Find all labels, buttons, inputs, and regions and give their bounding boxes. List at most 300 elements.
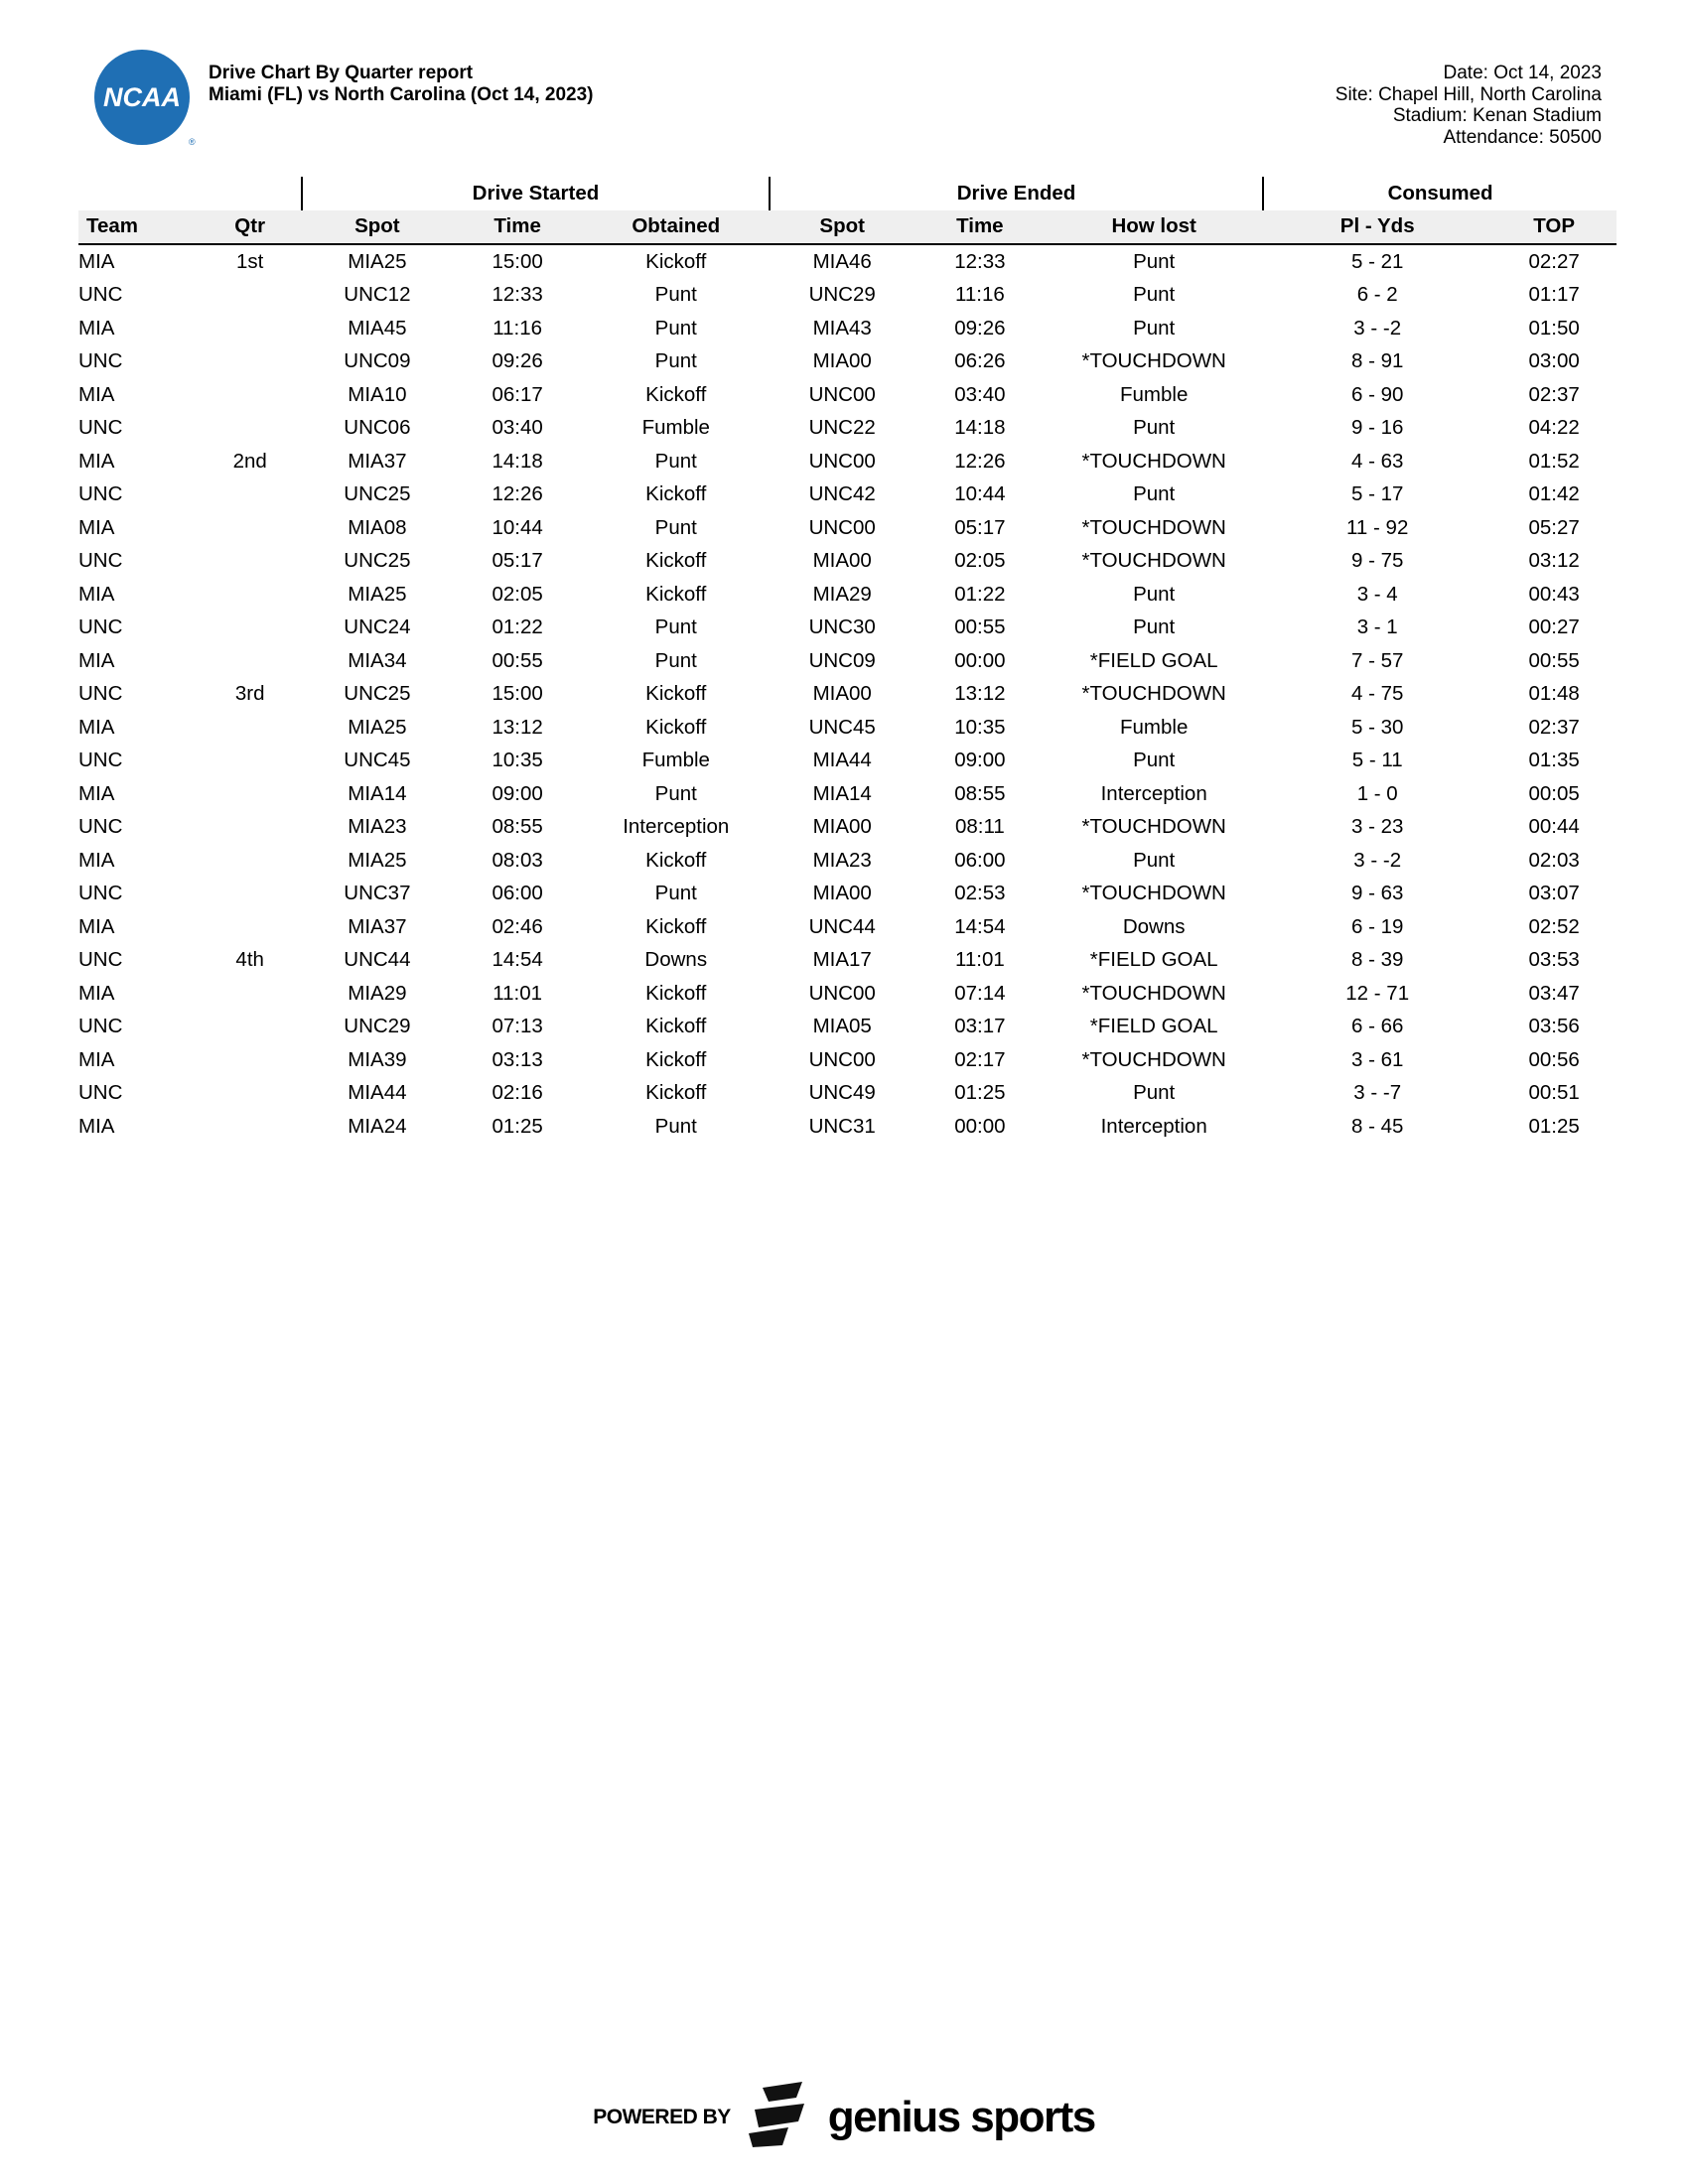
cell-team: UNC (78, 1015, 123, 1038)
cell-start-spot: MIA25 (348, 848, 407, 872)
cell-qtr (198, 345, 302, 379)
cell-how-lost: *TOUCHDOWN (1081, 981, 1226, 1005)
cell-start-time: 01:22 (492, 615, 543, 639)
cell-plays-yards: 6 - 19 (1350, 914, 1404, 938)
cell-end-spot: UNC00 (808, 981, 876, 1005)
table-row (78, 910, 1617, 944)
cell-obtained: Punt (654, 615, 697, 639)
cell-end-spot: UNC22 (808, 416, 876, 440)
cell-end-time: 03:17 (954, 1015, 1006, 1038)
cell-plays-yards: 6 - 66 (1350, 1015, 1404, 1038)
cell-start-spot: MIA25 (348, 582, 407, 606)
cell-end-spot: UNC00 (808, 1047, 876, 1071)
cell-plays-yards: 11 - 92 (1346, 515, 1409, 539)
report-title: Drive Chart By Quarter report (209, 63, 474, 83)
cell-end-spot: MIA00 (812, 882, 872, 905)
cell-qtr (198, 1043, 302, 1077)
cell-top: 04:22 (1528, 416, 1580, 440)
table-row (78, 844, 1617, 878)
table-row (78, 1077, 1617, 1111)
cell-end-time: 11:16 (954, 283, 1005, 307)
cell-obtained: Downs (644, 948, 708, 972)
cell-qtr (198, 777, 302, 811)
cell-how-lost: *TOUCHDOWN (1081, 515, 1226, 539)
cell-team: MIA (78, 1047, 115, 1071)
cell-obtained: Interception (623, 815, 730, 839)
cell-how-lost: Punt (1133, 316, 1176, 340)
footer (0, 2080, 1688, 2154)
cell-start-spot: MIA14 (348, 781, 407, 805)
cell-obtained: Kickoff (645, 1015, 707, 1038)
cell-how-lost: Punt (1133, 749, 1176, 772)
cell-how-lost: *FIELD GOAL (1089, 948, 1218, 972)
cell-end-time: 01:25 (954, 1081, 1006, 1105)
cell-start-spot: MIA25 (348, 715, 407, 739)
cell-obtained: Kickoff (645, 382, 707, 406)
cell-team: MIA (78, 648, 115, 672)
cell-how-lost: *TOUCHDOWN (1081, 682, 1226, 706)
cell-team: UNC (78, 749, 123, 772)
cell-top: 01:35 (1528, 749, 1580, 772)
cell-plays-yards: 9 - 63 (1350, 882, 1404, 905)
cell-qtr (198, 312, 302, 345)
cell-end-time: 09:00 (954, 749, 1006, 772)
cell-start-time: 10:35 (492, 749, 543, 772)
cell-end-spot: MIA44 (812, 749, 872, 772)
cell-qtr (198, 378, 302, 412)
cell-plays-yards: 3 - -7 (1353, 1081, 1402, 1105)
cell-end-time: 14:18 (954, 416, 1006, 440)
cell-plays-yards: 4 - 75 (1350, 682, 1404, 706)
cell-how-lost: Interception (1100, 781, 1207, 805)
cell-start-spot: MIA45 (348, 316, 407, 340)
cell-how-lost: Punt (1133, 582, 1176, 606)
table-row (78, 977, 1617, 1011)
cell-obtained: Punt (654, 648, 697, 672)
cell-how-lost: *TOUCHDOWN (1081, 449, 1226, 473)
cell-how-lost: Punt (1133, 249, 1176, 273)
cell-team: MIA (78, 981, 115, 1005)
cell-qtr: 3rd (234, 682, 265, 706)
cell-end-spot: UNC44 (808, 914, 876, 938)
cell-plays-yards: 8 - 45 (1350, 1114, 1404, 1138)
cell-plays-yards: 6 - 2 (1356, 283, 1398, 307)
cell-start-time: 14:54 (492, 948, 543, 972)
cell-qtr (198, 412, 302, 446)
table-row (78, 1011, 1617, 1044)
cell-end-time: 02:53 (954, 882, 1006, 905)
cell-plays-yards: 5 - 11 (1351, 749, 1403, 772)
table-row (78, 244, 1617, 279)
cell-how-lost: Punt (1133, 615, 1176, 639)
cell-end-spot: UNC45 (808, 715, 876, 739)
cell-end-time: 13:12 (954, 682, 1006, 706)
table-row (78, 1110, 1617, 1144)
cell-start-time: 03:40 (492, 416, 543, 440)
cell-end-spot: UNC42 (808, 482, 876, 506)
cell-plays-yards: 3 - 23 (1350, 815, 1404, 839)
cell-end-time: 11:01 (954, 948, 1005, 972)
cell-start-spot: UNC09 (344, 349, 411, 373)
cell-end-spot: UNC00 (808, 515, 876, 539)
table-row (78, 1043, 1617, 1077)
cell-team: UNC (78, 815, 123, 839)
cell-qtr (198, 1110, 302, 1144)
group-consumed: Consumed (1263, 177, 1617, 210)
cell-top: 03:56 (1528, 1015, 1580, 1038)
cell-qtr (198, 745, 302, 778)
cell-top: 00:27 (1528, 615, 1580, 639)
cell-start-spot: UNC25 (344, 682, 411, 706)
table-row (78, 378, 1617, 412)
cell-how-lost: Punt (1133, 848, 1176, 872)
cell-top: 00:44 (1528, 815, 1580, 839)
cell-end-spot: UNC00 (808, 382, 876, 406)
cell-obtained: Kickoff (645, 249, 707, 273)
table-row (78, 777, 1617, 811)
cell-qtr (198, 511, 302, 545)
cell-end-time: 12:26 (954, 449, 1006, 473)
cell-start-time: 05:17 (492, 549, 543, 573)
cell-end-time: 00:55 (954, 615, 1006, 639)
game-date: Date: Oct 14, 2023 (1443, 63, 1602, 83)
cell-end-time: 06:26 (954, 349, 1006, 373)
cell-top: 00:56 (1528, 1047, 1580, 1071)
cell-plays-yards: 3 - 1 (1356, 615, 1398, 639)
col-header-start-time: Time (453, 210, 583, 245)
cell-plays-yards: 6 - 90 (1350, 382, 1404, 406)
cell-how-lost: Fumble (1119, 715, 1189, 739)
cell-end-time: 08:55 (954, 781, 1006, 805)
cell-top: 01:25 (1528, 1114, 1580, 1138)
cell-start-spot: MIA23 (348, 815, 407, 839)
cell-start-time: 12:33 (492, 283, 543, 307)
cell-top: 00:51 (1528, 1081, 1580, 1105)
cell-obtained: Kickoff (645, 1047, 707, 1071)
cell-plays-yards: 3 - -2 (1353, 316, 1402, 340)
cell-qtr (198, 844, 302, 878)
cell-plays-yards: 3 - 61 (1350, 1047, 1404, 1071)
cell-end-time: 14:54 (954, 914, 1006, 938)
cell-qtr (198, 279, 302, 313)
cell-plays-yards: 8 - 91 (1350, 349, 1404, 373)
table-row (78, 745, 1617, 778)
cell-plays-yards: 9 - 75 (1350, 549, 1404, 573)
col-header-start-spot: Spot (302, 210, 453, 245)
cell-start-spot: UNC25 (344, 482, 411, 506)
cell-start-time: 03:13 (492, 1047, 543, 1071)
cell-team: UNC (78, 882, 123, 905)
cell-start-time: 01:25 (492, 1114, 543, 1138)
cell-top: 02:52 (1528, 914, 1580, 938)
cell-obtained: Punt (654, 449, 697, 473)
svg-text:®: ® (189, 137, 196, 147)
cell-team: MIA (78, 316, 115, 340)
cell-start-spot: MIA24 (348, 1114, 407, 1138)
cell-start-time: 13:12 (492, 715, 543, 739)
cell-how-lost: *TOUCHDOWN (1081, 882, 1226, 905)
cell-end-time: 01:22 (954, 582, 1006, 606)
cell-plays-yards: 5 - 21 (1350, 249, 1404, 273)
cell-top: 03:12 (1528, 549, 1580, 573)
cell-end-time: 03:40 (954, 382, 1006, 406)
table-row (78, 612, 1617, 645)
cell-start-spot: MIA39 (348, 1047, 407, 1071)
cell-qtr (198, 711, 302, 745)
cell-how-lost: *TOUCHDOWN (1081, 349, 1226, 373)
cell-obtained: Punt (654, 882, 697, 905)
cell-end-spot: UNC29 (808, 283, 876, 307)
table-row (78, 345, 1617, 379)
cell-start-time: 11:16 (492, 316, 543, 340)
cell-start-time: 02:05 (492, 582, 543, 606)
cell-top: 02:37 (1528, 715, 1580, 739)
cell-start-spot: MIA37 (348, 914, 407, 938)
cell-end-spot: MIA29 (812, 582, 872, 606)
cell-start-spot: UNC12 (344, 283, 411, 307)
cell-start-time: 12:26 (492, 482, 543, 506)
cell-start-time: 00:55 (492, 648, 543, 672)
cell-team: UNC (78, 682, 123, 706)
cell-top: 01:17 (1528, 283, 1580, 307)
cell-start-time: 08:55 (492, 815, 543, 839)
table-row (78, 478, 1617, 512)
table-row (78, 545, 1617, 579)
cell-top: 00:05 (1528, 781, 1580, 805)
cell-qtr (198, 1077, 302, 1111)
cell-start-spot: MIA37 (348, 449, 407, 473)
cell-start-time: 11:01 (492, 981, 543, 1005)
cell-top: 00:43 (1528, 582, 1580, 606)
genius-sports-wordmark: genius sports (827, 2092, 1095, 2141)
cell-start-spot: UNC06 (344, 416, 411, 440)
game-attendance: Attendance: 50500 (1443, 126, 1602, 148)
column-group-row (78, 177, 1617, 210)
cell-end-spot: UNC00 (808, 449, 876, 473)
cell-start-time: 10:44 (492, 515, 543, 539)
cell-qtr (198, 910, 302, 944)
cell-team: MIA (78, 249, 115, 273)
column-header-row (78, 210, 1617, 245)
cell-team: UNC (78, 349, 123, 373)
cell-end-spot: UNC49 (808, 1081, 876, 1105)
game-site: Site: Chapel Hill, North Carolina (1335, 83, 1602, 105)
cell-end-spot: MIA00 (812, 349, 872, 373)
cell-start-spot: MIA34 (348, 648, 407, 672)
cell-plays-yards: 3 - 4 (1356, 582, 1398, 606)
cell-start-time: 02:16 (492, 1081, 543, 1105)
cell-end-time: 02:05 (954, 549, 1006, 573)
cell-top: 02:03 (1528, 848, 1580, 872)
game-stadium: Stadium: Kenan Stadium (1392, 105, 1602, 126)
cell-how-lost: *TOUCHDOWN (1081, 1047, 1226, 1071)
cell-end-time: 09:26 (954, 316, 1006, 340)
cell-start-time: 02:46 (492, 914, 543, 938)
cell-top: 02:27 (1528, 249, 1580, 273)
cell-obtained: Kickoff (645, 914, 707, 938)
cell-team: MIA (78, 715, 115, 739)
group-drive-ended: Drive Ended (770, 177, 1263, 210)
cell-end-time: 12:33 (954, 249, 1006, 273)
cell-top: 01:42 (1528, 482, 1580, 506)
cell-top: 03:53 (1528, 948, 1580, 972)
cell-how-lost: *TOUCHDOWN (1081, 549, 1226, 573)
cell-team: MIA (78, 1114, 115, 1138)
col-header-end-spot: Spot (770, 210, 915, 245)
cell-start-spot: UNC37 (344, 882, 411, 905)
cell-team: MIA (78, 848, 115, 872)
cell-qtr (198, 1011, 302, 1044)
cell-obtained: Punt (654, 316, 697, 340)
cell-end-time: 07:14 (954, 981, 1006, 1005)
cell-team: MIA (78, 449, 115, 473)
cell-end-spot: MIA23 (812, 848, 872, 872)
cell-obtained: Punt (654, 515, 697, 539)
cell-start-spot: MIA10 (348, 382, 407, 406)
cell-how-lost: Punt (1133, 1081, 1176, 1105)
cell-end-time: 08:11 (954, 815, 1005, 839)
table-row (78, 678, 1617, 712)
cell-team: UNC (78, 948, 123, 972)
cell-plays-yards: 4 - 63 (1350, 449, 1404, 473)
cell-qtr (198, 811, 302, 845)
drive-rows (78, 244, 1617, 1144)
cell-how-lost: Interception (1100, 1114, 1207, 1138)
group-drive-started: Drive Started (302, 177, 770, 210)
cell-qtr (198, 545, 302, 579)
cell-team: UNC (78, 615, 123, 639)
cell-how-lost: Punt (1133, 283, 1176, 307)
cell-obtained: Kickoff (645, 715, 707, 739)
cell-qtr (198, 478, 302, 512)
cell-start-spot: UNC29 (344, 1015, 411, 1038)
cell-start-time: 09:26 (492, 349, 543, 373)
cell-start-spot: UNC25 (344, 549, 411, 573)
cell-obtained: Punt (654, 1114, 697, 1138)
table-row (78, 279, 1617, 313)
cell-start-spot: MIA44 (348, 1081, 407, 1105)
cell-team: UNC (78, 416, 123, 440)
cell-end-spot: UNC30 (808, 615, 876, 639)
cell-end-spot: MIA46 (812, 249, 872, 273)
cell-how-lost: Downs (1122, 914, 1186, 938)
cell-start-time: 06:17 (492, 382, 543, 406)
cell-start-spot: MIA29 (348, 981, 407, 1005)
cell-how-lost: *FIELD GOAL (1089, 648, 1218, 672)
cell-qtr (198, 644, 302, 678)
game-subtitle: Miami (FL) vs North Carolina (Oct 14, 2023) (209, 84, 594, 105)
cell-obtained: Kickoff (645, 549, 707, 573)
table-row (78, 811, 1617, 845)
cell-team: MIA (78, 582, 115, 606)
cell-obtained: Kickoff (645, 482, 707, 506)
cell-obtained: Kickoff (645, 1081, 707, 1105)
cell-how-lost: *TOUCHDOWN (1081, 815, 1226, 839)
cell-end-time: 10:35 (954, 715, 1006, 739)
cell-team: UNC (78, 1081, 123, 1105)
cell-team: MIA (78, 382, 115, 406)
table-row (78, 644, 1617, 678)
cell-end-time: 10:44 (954, 482, 1006, 506)
cell-end-spot: MIA17 (812, 948, 872, 972)
col-header-plays-yards: Pl - Yds (1263, 210, 1491, 245)
cell-how-lost: Punt (1133, 482, 1176, 506)
table-row (78, 445, 1617, 478)
cell-start-spot: UNC44 (344, 948, 411, 972)
cell-obtained: Punt (654, 781, 697, 805)
cell-team: UNC (78, 283, 123, 307)
cell-end-spot: UNC31 (808, 1114, 876, 1138)
cell-obtained: Punt (654, 283, 697, 307)
cell-top: 01:52 (1528, 449, 1580, 473)
drive-chart-table (78, 177, 1617, 1144)
cell-how-lost: *FIELD GOAL (1089, 1015, 1218, 1038)
cell-end-spot: MIA05 (812, 1015, 872, 1038)
cell-team: MIA (78, 914, 115, 938)
table-row (78, 312, 1617, 345)
cell-qtr (198, 977, 302, 1011)
powered-by-label: POWERED BY (593, 2105, 731, 2128)
table-row (78, 412, 1617, 446)
table-row (78, 578, 1617, 612)
cell-obtained: Kickoff (645, 582, 707, 606)
cell-top: 02:37 (1528, 382, 1580, 406)
cell-obtained: Punt (654, 349, 697, 373)
cell-plays-yards: 1 - 0 (1356, 781, 1398, 805)
ncaa-logo (92, 48, 196, 147)
cell-end-time: 00:00 (954, 648, 1006, 672)
cell-start-time: 08:03 (492, 848, 543, 872)
cell-how-lost: Fumble (1119, 382, 1189, 406)
cell-end-time: 06:00 (954, 848, 1006, 872)
col-header-qtr: Qtr (198, 210, 302, 245)
cell-end-spot: MIA43 (812, 316, 872, 340)
cell-obtained: Kickoff (645, 981, 707, 1005)
cell-top: 03:07 (1528, 882, 1580, 905)
cell-qtr: 2nd (232, 449, 267, 473)
cell-top: 03:00 (1528, 349, 1580, 373)
cell-top: 00:55 (1528, 648, 1580, 672)
cell-qtr (198, 578, 302, 612)
cell-start-spot: MIA25 (348, 249, 407, 273)
cell-top: 05:27 (1528, 515, 1580, 539)
table-row (78, 511, 1617, 545)
cell-plays-yards: 12 - 71 (1345, 981, 1410, 1005)
cell-qtr (198, 612, 302, 645)
cell-qtr: 4th (235, 948, 264, 972)
cell-start-spot: UNC24 (344, 615, 411, 639)
col-header-team: Team (78, 210, 198, 245)
cell-qtr: 1st (235, 249, 264, 273)
cell-team: MIA (78, 515, 115, 539)
cell-plays-yards: 5 - 30 (1350, 715, 1404, 739)
report-title-block (209, 63, 593, 106)
cell-team: MIA (78, 781, 115, 805)
table-row (78, 944, 1617, 978)
cell-start-time: 15:00 (492, 682, 543, 706)
cell-end-time: 00:00 (954, 1114, 1006, 1138)
cell-top: 01:48 (1528, 682, 1580, 706)
cell-plays-yards: 5 - 17 (1350, 482, 1404, 506)
cell-end-time: 05:17 (954, 515, 1006, 539)
cell-qtr (198, 878, 302, 911)
cell-plays-yards: 9 - 16 (1350, 416, 1404, 440)
table-row (78, 711, 1617, 745)
cell-end-spot: UNC09 (808, 648, 876, 672)
cell-end-spot: MIA00 (812, 549, 872, 573)
cell-end-spot: MIA00 (812, 815, 872, 839)
cell-obtained: Fumble (641, 416, 710, 440)
